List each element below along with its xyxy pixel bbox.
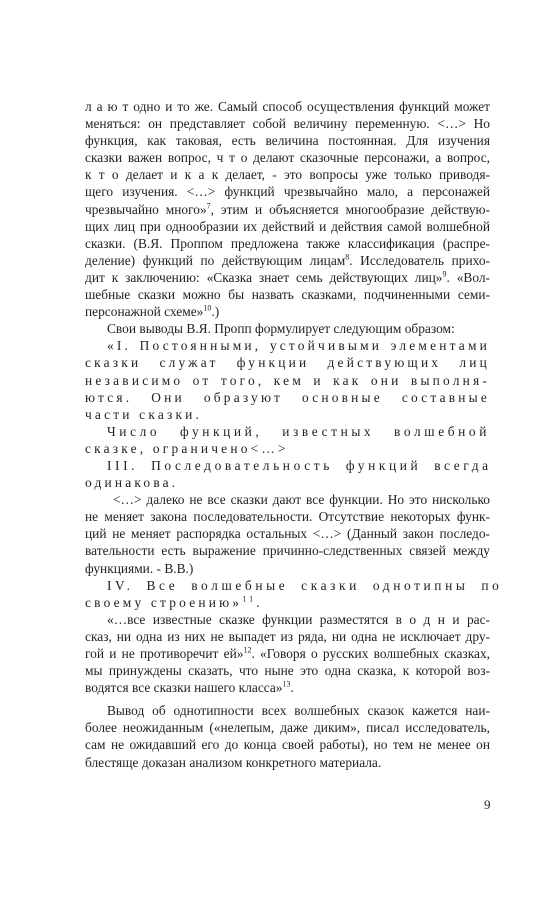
line-text: деление) функций по действующим лицам — [85, 252, 346, 268]
text-line — [85, 423, 490, 440]
line-text: щих лиц при однообразии их действий и действия самой волшебной — [85, 218, 490, 234]
text-line — [85, 149, 490, 166]
text-line — [85, 645, 490, 662]
line-text: Число функций, известных волшебной — [107, 423, 490, 439]
text-line — [85, 679, 490, 696]
line-text: мы принуждены сказать, что ныне это одна сказка, к которой воз- — [85, 663, 490, 679]
text-line — [85, 201, 490, 218]
page-number: 9 — [484, 797, 491, 812]
line-text: блестяще доказан анализом конкретного материала. — [85, 754, 382, 770]
footnote-ref: 7 — [206, 201, 211, 211]
text-line — [85, 235, 490, 252]
line-text: сказки. (В.Я. Проппом предложена также классификация (распре- — [85, 235, 490, 251]
text-line — [85, 218, 490, 235]
line-text: водятся все сказки нашего класса» — [85, 680, 283, 696]
text-line — [85, 542, 490, 559]
line-text-tail: .) — [211, 304, 220, 320]
line-text: функция, как таковая, есть величина постоянная. Для изучения — [85, 133, 490, 149]
line-text: к т о делает и к а к делает, - это вопросы уже только приводя- — [85, 167, 490, 183]
text-line — [85, 577, 503, 594]
line-text: своему строению» — [85, 594, 243, 610]
line-text: чрезвычайно много» — [85, 201, 207, 217]
text-line — [85, 252, 490, 269]
line-text-tail: . — [256, 594, 263, 610]
text-line — [85, 594, 490, 611]
text-line — [85, 303, 490, 320]
text-line — [85, 132, 490, 149]
text-line — [85, 354, 490, 371]
line-text: более неожиданным («нелепым, даже диким», писал исследователь, — [85, 720, 490, 736]
text-line — [85, 166, 490, 183]
text-line — [85, 286, 490, 303]
line-text-tail: . «Говоря о русских волшебных сказках, — [251, 646, 490, 661]
line-text: шебные сказки можно бы назвать сказками, подчиненными семи- — [85, 287, 490, 303]
line-text: «I. Постоянными, устойчивыми элементами — [107, 338, 490, 354]
text-line — [85, 406, 490, 423]
line-text: одинакова. — [85, 475, 179, 491]
line-text-tail: . — [290, 680, 294, 696]
text-line — [85, 736, 490, 753]
line-text: Свои выводы В.Я. Пропп формулирует следующим образом: — [107, 321, 455, 337]
text-line — [85, 389, 490, 406]
line-text: «…все известные сказке функции разместятся в о д н и рас- — [107, 611, 490, 627]
line-text: функциями. - В.В.) — [85, 560, 194, 576]
line-text-tail: . Исследователь прихо- — [349, 252, 490, 268]
text-line — [85, 491, 490, 508]
line-text: персонажной схеме» — [85, 304, 204, 320]
line-text: III. Последовательность функций всегда — [107, 457, 492, 473]
line-text: меняться: он представляет собой величину переменную. <…> Но — [85, 116, 490, 132]
text-line — [85, 337, 490, 354]
footnote-ref: 10 — [203, 303, 212, 313]
line-text: части сказки. — [85, 406, 203, 422]
line-text: сам не ожидавший его до конца своей работы), но тем не менее он — [85, 737, 490, 753]
page-body — [85, 98, 503, 771]
text-line — [85, 628, 490, 645]
text-line — [85, 662, 490, 679]
text-line — [85, 98, 490, 115]
text-line — [85, 754, 490, 771]
line-text-tail: , этим и объясняется многообразие действую- — [210, 201, 490, 217]
text-line — [85, 457, 490, 474]
text-line — [85, 115, 490, 132]
text-line — [85, 474, 490, 491]
footnote-ref: 8 — [345, 252, 350, 262]
line-text: сказки служат функции действующих лиц — [85, 355, 490, 371]
line-text-tail: . «Вол- — [446, 269, 490, 285]
line-text: гой и не противоречит ей» — [85, 646, 244, 661]
line-text: Вывод об однотипности всех волшебных сказок кажется наи- — [107, 703, 490, 719]
text-line — [85, 702, 490, 719]
text-line — [85, 440, 490, 457]
line-text: ются. Они образуют основные составные — [85, 389, 490, 405]
footnote-ref: 9 — [442, 269, 447, 279]
line-text: л а ю т одно и то же. Самый способ осуществления функций может — [85, 99, 490, 114]
text-line — [85, 269, 490, 286]
line-text: дит к заключению: «Сказка знает семь действующих лиц» — [85, 269, 443, 285]
line-text: сказки важен вопрос, ч т о делают сказочные персонажи, а вопрос, — [85, 150, 490, 166]
line-text: IV. Все волшебные сказки однотипны по — [107, 577, 503, 593]
footnote-ref: 13 — [282, 679, 291, 689]
text-line — [85, 525, 490, 542]
line-text: ций не меняет распорядка остальных <…> (Данный закон последо- — [85, 526, 490, 542]
text-line — [85, 372, 490, 389]
text-line — [85, 719, 490, 736]
line-text: сказке, ограничено<…> — [85, 440, 289, 456]
line-text: <…> далеко не все сказки дают все функции. Но это нисколько — [113, 492, 490, 508]
line-text: сказ, ни одна из них не выпадет из ряда, ни одна не исключает дру- — [85, 628, 490, 644]
line-text: независимо от того, кем и как они выполня- — [85, 372, 490, 388]
text-line — [85, 508, 490, 525]
line-text: вательности есть выражение причинно-следственных связей между — [85, 543, 490, 559]
text-line — [85, 320, 490, 337]
footnote-ref: 11 — [242, 594, 257, 604]
line-text: не меняет закона последовательности. Отсутствие некоторых функ- — [85, 509, 490, 525]
footnote-ref: 12 — [243, 645, 252, 655]
text-line — [85, 611, 490, 628]
line-text: щего изучения. <…> функций чрезвычайно мало, а персонажей — [85, 184, 490, 200]
text-line — [85, 183, 490, 200]
text-line — [85, 560, 490, 577]
